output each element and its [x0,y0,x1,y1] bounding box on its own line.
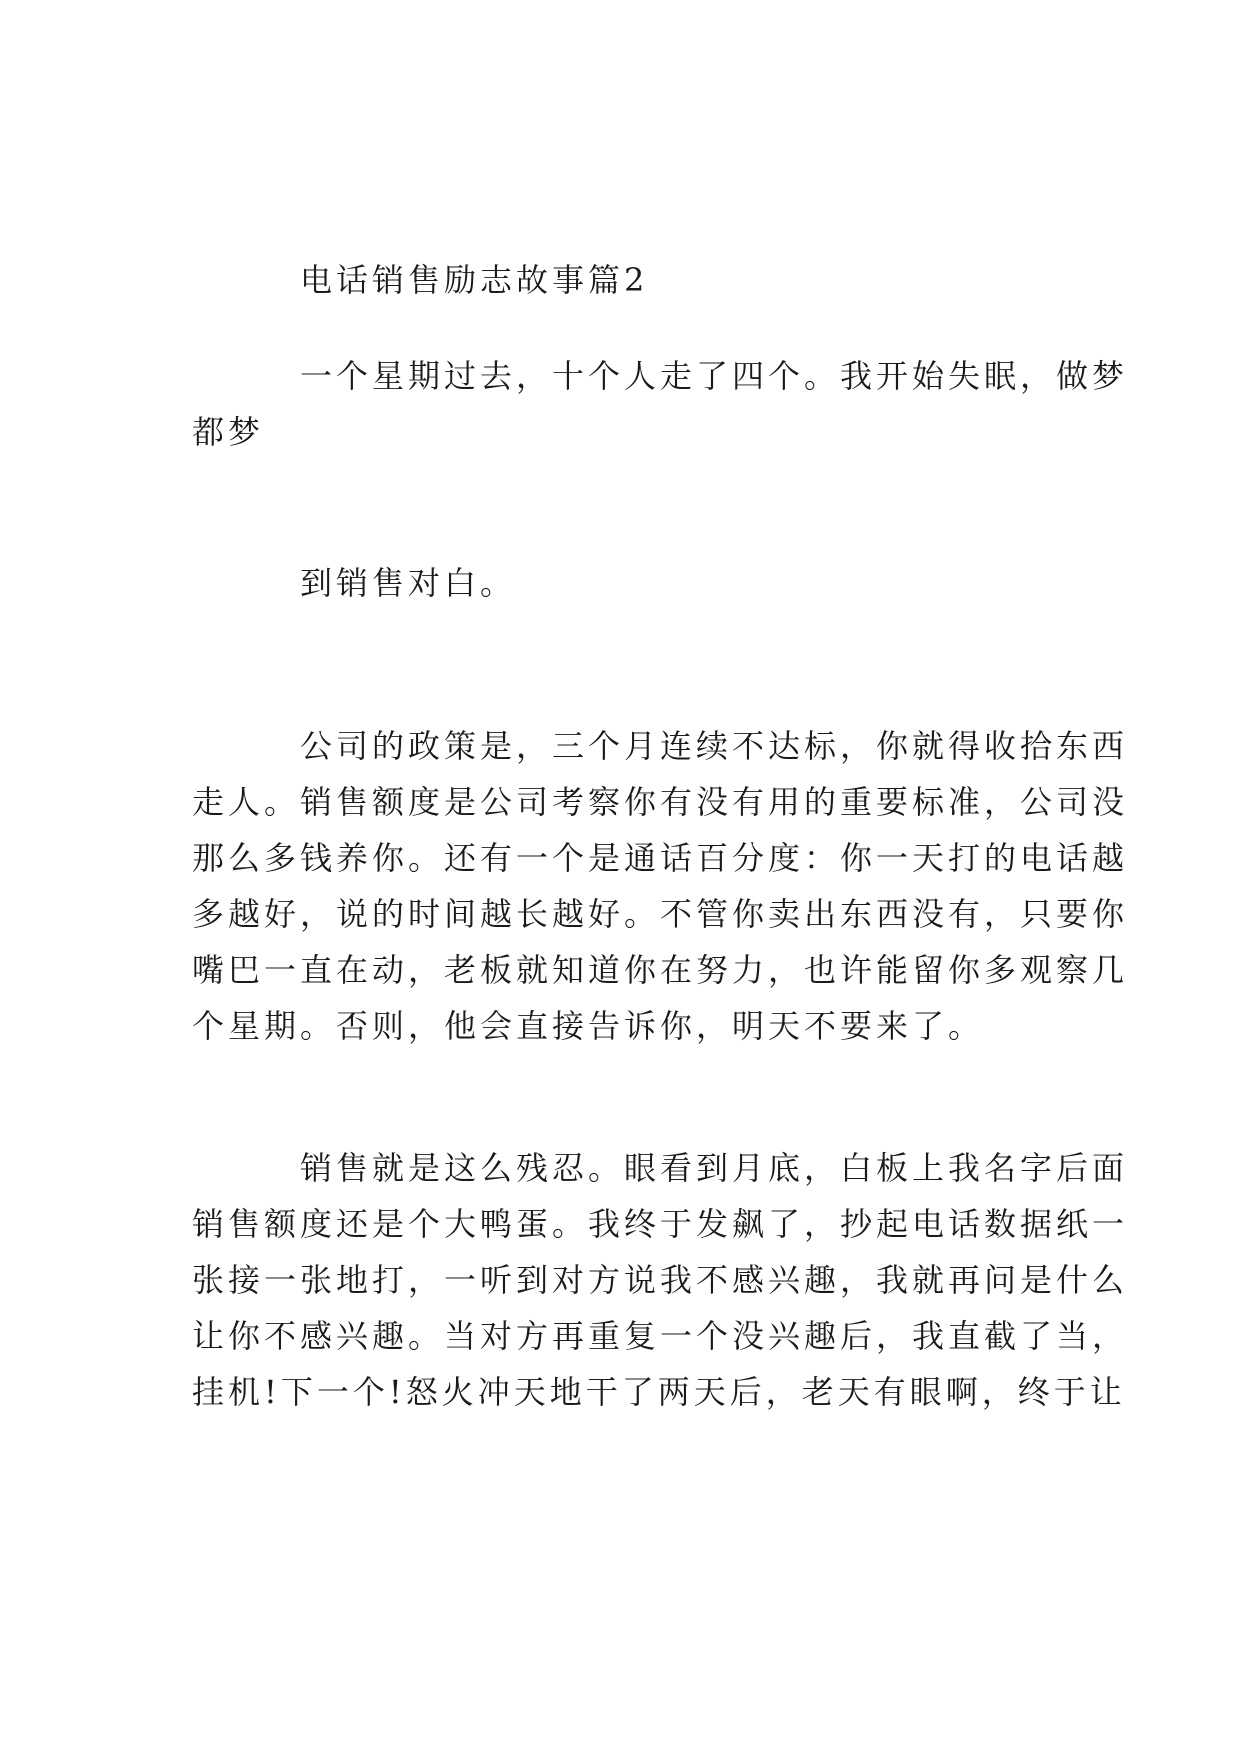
document-title: 电话销售励志故事篇2 [300,261,649,299]
paragraph-line: 个星期。否则，他会直接告诉你，明天不要来了。 [192,1007,985,1045]
paragraph-line: 多越好，说的时间越长越好。不管你卖出东西没有，只要你 [192,895,1129,933]
paragraph-line: 都梦 [192,413,265,451]
paragraph-line: 一个星期过去，十个人走了四个。我开始失眠，做梦 [300,357,1129,395]
paragraph-line: 公司的政策是，三个月连续不达标，你就得收拾东西 [300,727,1129,765]
paragraph-line: 让你不感兴趣。当对方再重复一个没兴趣后，我直截了当， [192,1317,1129,1355]
paragraph-line: 销售就是这么残忍。眼看到月底，白板上我名字后面 [300,1149,1129,1187]
paragraph-line: 到销售对白。 [300,564,517,602]
paragraph-line: 走人。销售额度是公司考察你有没有用的重要标准，公司没 [192,783,1129,821]
paragraph-line: 销售额度还是个大鸭蛋。我终于发飙了，抄起电话数据纸一 [192,1205,1129,1243]
paragraph-line: 嘴巴一直在动，老板就知道你在努力，也许能留你多观察几 [192,951,1129,989]
paragraph-line: 张接一张地打，一听到对方说我不感兴趣，我就再问是什么 [192,1261,1129,1299]
paragraph-line: 挂机!下一个!怒火冲天地干了两天后，老天有眼啊，终于让 [192,1373,1126,1411]
paragraph-line: 那么多钱养你。还有一个是通话百分度：你一天打的电话越 [192,839,1129,877]
